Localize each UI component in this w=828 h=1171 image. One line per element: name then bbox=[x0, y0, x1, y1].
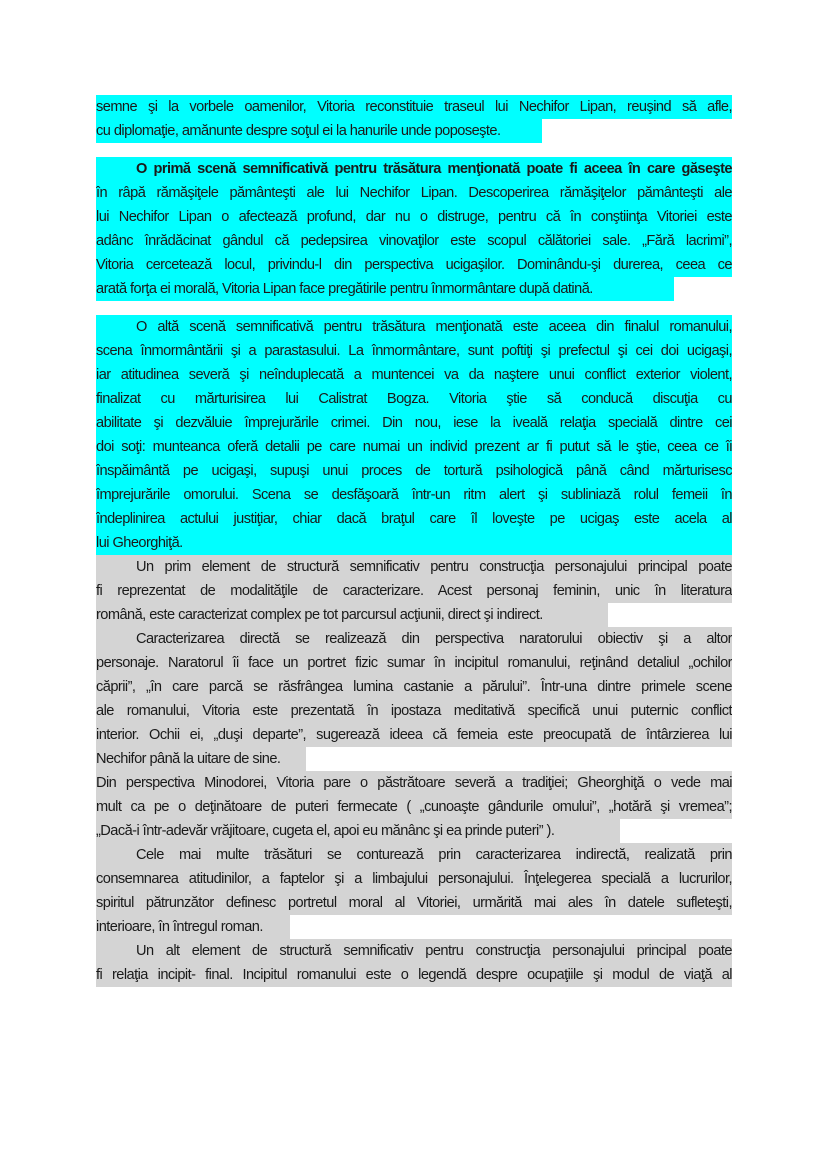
text-line-content: arată forţa ei morală, Vitoria Lipan face pregătirile pentru înmormântare după datină. bbox=[96, 281, 593, 297]
text-line bbox=[96, 963, 732, 987]
text-line-content: cu diplomaţie, amănunte despre soţul ei la hanurile unde poposeşte. bbox=[96, 123, 501, 139]
text-line-content: adânc înrădăcinat gândul că pedepsirea vinovaţilor este scopul călătoriei sale. „Fără lacrimi”, bbox=[96, 233, 732, 249]
text-line bbox=[96, 555, 732, 579]
text-line-content: O altă scenă semnificativă pentru trăsătura menţionată este aceea din finalul romanului, bbox=[136, 319, 732, 335]
text-line-content: consemnarea atitudinilor, a faptelor şi a limbajului personajului. Înţelegerea specială a lucrurilor, bbox=[96, 871, 732, 887]
text-line-content: în râpă rămăşiţele pământeşti ale lui Nechifor Lipan. Descoperirea rămăşiţelor pământeşti ale bbox=[96, 185, 732, 201]
text-line-content: „Dacă-i într-adevăr vrăjitoare, cugeta el, apoi eu mănânc şi ea prinde puteri” ). bbox=[96, 823, 555, 839]
text-line-content: căprii”, „în care parcă se răsfrângea lumina castanie a părului”. Într-una dintre primele scene bbox=[96, 679, 732, 695]
text-line-content: Nechifor până la uitare de sine. bbox=[96, 751, 281, 767]
text-line-content: lui Nechifor Lipan o afectează profund, dar nu o distruge, pentru că în conştiinţa Vitoriei este bbox=[96, 209, 732, 225]
text-line-content: semne şi la vorbele oamenilor, Vitoria reconstituie traseul lui Nechifor Lipan, reuşind să afle, bbox=[96, 99, 732, 115]
text-line bbox=[96, 891, 732, 915]
text-line-content: fi relaţia incipit- final. Incipitul romanului este o legendă despre ocupaţiile şi modul de viaţă al bbox=[96, 967, 732, 983]
text-line-content: Cele mai multe trăsături se conturează prin caracterizarea indirectă, realizată prin bbox=[136, 847, 732, 863]
text-line bbox=[96, 277, 674, 301]
text-line bbox=[96, 435, 732, 459]
text-line-content: Caracterizarea directă se realizează din perspectiva naratorului obiectiv şi a altor bbox=[136, 631, 732, 647]
text-line bbox=[96, 253, 732, 277]
text-line bbox=[96, 723, 732, 747]
text-line bbox=[96, 95, 732, 119]
text-line-content: lui Gheorghiţă. bbox=[96, 535, 183, 551]
text-line bbox=[96, 675, 732, 699]
text-line-content: scena înmormântării şi a parastasului. La înmormântare, sunt poftiţi şi prefectul şi cei doi ucigaşi, bbox=[96, 343, 732, 359]
text-line-content: înspăimântă pe ucigaşi, supuşi unui proces de tortură psihologică până când mărturisesc bbox=[96, 463, 732, 479]
text-line-content: iar atitudinea severă şi neînduplecată a muntencei va da naştere unui conflict exterior violent, bbox=[96, 367, 732, 383]
text-line bbox=[96, 699, 732, 723]
text-line-content: română, este caracterizat complex pe tot parcursul acţiunii, direct şi indirect. bbox=[96, 607, 543, 623]
text-line bbox=[96, 867, 732, 891]
text-line-content: O primă scenă semnificativă pentru trăsătura menţionată poate fi aceea în care găseşte bbox=[136, 161, 732, 177]
text-line-content: finalizat cu mărturisirea lui Calistrat Bogza. Vitoria ştie să conducă discuţia cu bbox=[96, 391, 732, 407]
text-line bbox=[96, 411, 732, 435]
text-line bbox=[96, 579, 732, 603]
text-line-content: Un alt element de structură semnificativ pentru construcţia personajului principal poate bbox=[136, 943, 732, 959]
text-line bbox=[96, 205, 732, 229]
text-line bbox=[96, 181, 732, 205]
text-line-content: fi reprezentat de modalităţile de caracterizare. Acest personaj feminin, unic în literatura bbox=[96, 583, 732, 599]
text-line bbox=[96, 315, 732, 339]
text-line-content: personaje. Naratorul îi face un portret fizic sumar în incipitul romanului, reţinând detaliul „ochilor bbox=[96, 655, 732, 671]
text-line bbox=[96, 507, 732, 531]
text-line-content: Din perspectiva Minodorei, Vitoria pare o păstrătoare severă a tradiţiei; Gheorghiţă o vede mai bbox=[96, 775, 732, 791]
text-line-content: interioare, în întregul roman. bbox=[96, 919, 263, 935]
text-line-content: doi soţi: munteanca oferă detalii pe care numai un individ prezent ar fi putut să le ştie, ceea ce îi bbox=[96, 439, 732, 455]
text-line bbox=[96, 627, 732, 651]
text-line-content: îndeplinirea actului justiţiar, chiar dacă braţul care îl loveşte pe ucigaş este acela al bbox=[96, 511, 732, 527]
text-line bbox=[96, 819, 620, 843]
text-line-content: mult ca pe o deţinătoare de puteri fermecate ( „cunoaşte gândurile omului”, „hotără şi vremea”; bbox=[96, 799, 732, 815]
text-line-content: ale romanului, Vitoria este prezentată în ipostaza meditativă specifică unui puternic conflict bbox=[96, 703, 732, 719]
text-line bbox=[96, 363, 732, 387]
text-line bbox=[96, 531, 732, 555]
text-line bbox=[96, 339, 732, 363]
text-line bbox=[96, 651, 732, 675]
text-line bbox=[96, 229, 732, 253]
text-line bbox=[96, 747, 306, 771]
text-line bbox=[96, 939, 732, 963]
text-line-content: Un prim element de structură semnificativ pentru construcţia personajului principal poate bbox=[136, 559, 732, 575]
text-line-content: interior. Ochii ei, „duşi departe”, sugerează ideea că femeia este preocupată de întârzierea lui bbox=[96, 727, 732, 743]
text-line-content: Vitoria cercetează locul, privindu-l din perspectiva ucigaşilor. Dominându-şi durerea, ceea ce bbox=[96, 257, 732, 273]
text-line bbox=[96, 459, 732, 483]
text-line bbox=[96, 483, 732, 507]
text-line bbox=[96, 157, 732, 181]
text-line-content: împrejurările omorului. Scena se desfăşoară într-un ritm alert şi subliniază rolul femeii în bbox=[96, 487, 732, 503]
text-line-content: spiritul pătrunzător definesc portretul moral al Vitoriei, urmărită mai ales în datele sufleteşti, bbox=[96, 895, 732, 911]
text-line bbox=[96, 387, 732, 411]
text-line bbox=[96, 795, 732, 819]
text-line-content: abilitate şi dezvăluie împrejurările crimei. Din nou, iese la iveală relaţia specială dintre cei bbox=[96, 415, 732, 431]
text-line bbox=[96, 915, 290, 939]
document-page bbox=[96, 95, 732, 987]
text-line bbox=[96, 843, 732, 867]
text-line bbox=[96, 119, 542, 143]
text-line bbox=[96, 603, 608, 627]
text-line bbox=[96, 771, 732, 795]
